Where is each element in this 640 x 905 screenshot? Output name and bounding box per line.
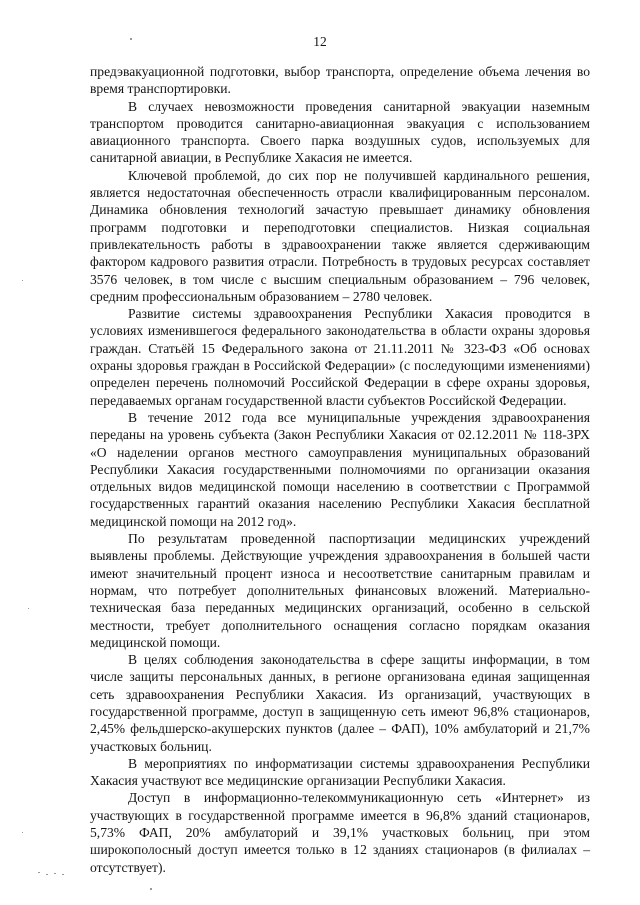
scan-speck: [38, 872, 40, 873]
paragraph: По результатам проведенной паспортизации медицинских учреждений выявлены проблемы. Действующие учреждения здравоохранения в большей части имеют значительный процент износа и несоответствие санитарным правилам и нормам, что потребует дополнительных финансовых вложений. Материально-техническая база переданных медицинских организаций, особенно в сельской местности, требует дополнительного оснащения согласно порядкам оказания медицинской помощи.: [90, 531, 590, 650]
scan-speck: [28, 608, 29, 609]
paragraph: Доступ в информационно-телекоммуникационную сеть «Интернет» из участвующих в государственной программе имеется в 96,8% зданий стационаров, 5,73% ФАП, 20% амбулаторий и 39,1% участковых больниц, при этом широкополосный доступ имеется только в 12 зданиях стационаров (в филиалах – отсутствует).: [90, 790, 590, 875]
scan-speck: [22, 832, 23, 833]
paragraph: В течение 2012 года все муниципальные учреждения здравоохранения переданы на уровень субъекта (Закон Республики Хакасия от 02.12.2011 № 118-ЗРХ «О наделении органов местного самоуправления муниципальных образований Республики Хакасия государственными полномочиями по организации оказания отдельных видов медицинской помощи населению в соответствии с Программой государственных гарантий оказания населению Республики Хакасия бесплатной медицинской помощи на 2012 год».: [90, 409, 590, 529]
document-body: [90, 63, 590, 876]
paragraph: В случаех невозможности проведения санитарной эвакуации наземным транспортом проводится санитарно-авиационная эвакуация с использованием авиационного транспорта. Своего парка воздушных судов, используемых для санитарной авиации, в Республике Хакасия не имеется.: [90, 98, 590, 166]
scan-speck: [22, 280, 23, 281]
paragraph: предэвакуационной подготовки, выбор транспорта, определение объема лечения во время транспортировки.: [90, 64, 590, 97]
page-number: 12: [313, 34, 327, 49]
scan-speck: [54, 873, 56, 874]
paragraph: В мероприятиях по информатизации системы здравоохранения Республики Хакасия участвуют все медицинские организации Республики Хакасия.: [90, 755, 590, 789]
scan-speck: [130, 38, 132, 40]
paragraph: В целях соблюдения законодательства в сфере защиты информации, в том числе защиты персональных данных, в регионе организована единая защищенная сеть здравоохранения Республики Хакасия. Из организаций, участвующих в государственной программе, доступ в защищенную сеть имеют 96,8% стационаров, 2,45% фельдшерско-акушерских пунктов (далее – ФАП), 10% амбулаторий и 21,7% участковых больниц.: [90, 652, 590, 754]
paragraph: Ключевой проблемой, до сих пор не получившей кардинального решения, является недостаточная обеспеченность отрасли квалифицированным персоналом. Динамика обновления технологий зачастую превышает динамику обновления программ подготовки и переподготовки специалистов. Низкая социальная привлекательность работы в здравоохранении также является сдерживающим фактором кадрового развития отрасли. Потребность в трудовых ресурсах составляет 3576 человек, в том числе с высшим специальным образованием – 796 человек, средним профессиональным образованием – 2780 человек.: [90, 167, 590, 304]
scan-speck: [62, 874, 64, 875]
paragraph: Развитие системы здравоохранения Республики Хакасия проводится в условиях изменившегося федерального законодательства в области охраны здоровья граждан. Статьёй 15 Федерального закона от 21.11.2011 № 323-ФЗ «Об основах охраны здоровья граждан в Российской Федерации» (с последующими изменениями) определен перечень полномочий Российской Федерации в сфере охраны здоровья, передаваемых органам государственной власти субъектов Российской Федерации.: [90, 306, 590, 408]
scan-speck: [150, 888, 152, 890]
scan-speck: [46, 874, 48, 875]
